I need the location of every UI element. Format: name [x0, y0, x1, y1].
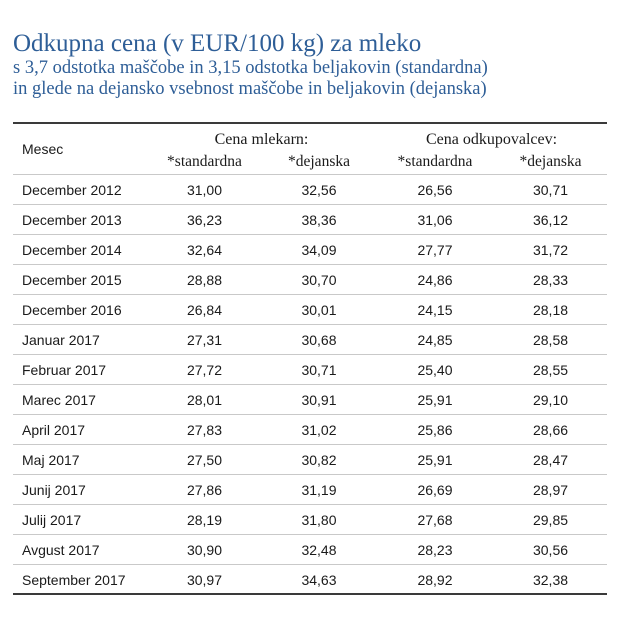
- cell-dairies-standard: 27,50: [147, 445, 262, 475]
- cell-month: December 2013: [13, 205, 147, 235]
- table-row: [13, 505, 607, 535]
- cell-buyers-actual: 29,10: [494, 385, 607, 415]
- table-row: [13, 445, 607, 475]
- cell-buyers-standard: 24,85: [376, 325, 494, 355]
- cell-dairies-standard: 30,97: [186, 571, 223, 588]
- cell-buyers-standard: 25,40: [376, 355, 494, 385]
- cell-buyers-actual: 28,47: [494, 445, 607, 475]
- table-row: [13, 535, 607, 565]
- cell-dairies-actual: 38,36: [262, 205, 376, 235]
- cell-buyers-standard: 25,91: [376, 385, 494, 415]
- column-group-buyers: Cena odkupovalcev:: [425, 131, 558, 148]
- cell-buyers-actual: 30,56: [494, 535, 607, 565]
- cell-dairies-standard: 36,23: [147, 205, 262, 235]
- cell-buyers-actual: 32,38: [532, 571, 569, 588]
- cell-buyers-actual: 28,66: [494, 415, 607, 445]
- table-row: [13, 265, 607, 295]
- cell-buyers-standard: 26,56: [376, 175, 494, 205]
- cell-dairies-actual: 30,68: [262, 325, 376, 355]
- cell-dairies-standard: 28,19: [147, 505, 262, 535]
- column-group-dairies: Cena mlekarn:: [214, 131, 309, 148]
- price-table: [13, 124, 607, 594]
- cell-buyers-standard: 28,23: [376, 535, 494, 565]
- cell-month: Junij 2017: [13, 475, 147, 505]
- cell-dairies-actual: 31,02: [262, 415, 376, 445]
- cell-buyers-standard: 25,91: [376, 445, 494, 475]
- cell-month: Januar 2017: [13, 325, 147, 355]
- cell-buyers-standard: 27,77: [376, 235, 494, 265]
- cell-dairies-standard: 30,90: [147, 535, 262, 565]
- cell-dairies-actual: 30,82: [262, 445, 376, 475]
- cell-dairies-actual: 30,91: [262, 385, 376, 415]
- cell-dairies-standard: 26,84: [147, 295, 262, 325]
- cell-buyers-actual: 28,18: [494, 295, 607, 325]
- cell-dairies-actual: 34,63: [301, 571, 337, 588]
- table-body: [13, 175, 607, 595]
- table-row: [13, 175, 607, 205]
- cell-dairies-actual: 30,71: [262, 355, 376, 385]
- column-header-dairies-actual: *dejanska: [262, 149, 376, 175]
- table-row: [13, 355, 607, 385]
- cell-month: December 2012: [13, 175, 147, 205]
- cell-dairies-actual: 30,70: [262, 265, 376, 295]
- cell-dairies-standard: 27,83: [147, 415, 262, 445]
- subtitle-line-1: s 3,7 odstotka maščobe in 3,15 odstotka beljakovin (standardna): [13, 58, 488, 78]
- cell-dairies-standard: 27,72: [147, 355, 262, 385]
- title-block: [13, 30, 628, 100]
- cell-buyers-actual: 36,12: [494, 205, 607, 235]
- cell-buyers-standard: 24,15: [376, 295, 494, 325]
- cell-buyers-standard: 26,69: [376, 475, 494, 505]
- table-row: [13, 385, 607, 415]
- cell-month: April 2017: [13, 415, 147, 445]
- cell-dairies-standard: 28,88: [147, 265, 262, 295]
- cell-dairies-actual: 31,80: [262, 505, 376, 535]
- page-title: Odkupna cena (v EUR/100 kg) za mleko: [13, 30, 422, 57]
- cell-month: September 2017: [22, 571, 126, 588]
- table-row: [13, 325, 607, 355]
- cell-dairies-actual: 34,09: [262, 235, 376, 265]
- cell-buyers-actual: 28,58: [494, 325, 607, 355]
- table-row: [13, 205, 607, 235]
- cell-buyers-actual: 28,33: [494, 265, 607, 295]
- cell-dairies-standard: 27,86: [147, 475, 262, 505]
- cell-month: December 2014: [13, 235, 147, 265]
- cell-dairies-actual: 31,19: [262, 475, 376, 505]
- cell-month: Maj 2017: [13, 445, 147, 475]
- cell-buyers-standard: 28,92: [417, 571, 453, 588]
- column-header-buyers-standard: *standardna: [376, 149, 494, 175]
- cell-buyers-actual: 30,71: [494, 175, 607, 205]
- cell-month: Marec 2017: [13, 385, 147, 415]
- table-row: [13, 415, 607, 445]
- cell-dairies-standard: 31,00: [147, 175, 262, 205]
- cell-buyers-standard: 27,68: [376, 505, 494, 535]
- cell-buyers-standard: 24,86: [376, 265, 494, 295]
- column-header-month: Mesec: [13, 124, 147, 175]
- subtitle-line-2: in glede na dejansko vsebnost maščobe in beljakovin (dejanska): [13, 79, 487, 99]
- cell-dairies-standard: 32,64: [147, 235, 262, 265]
- cell-buyers-actual: 31,72: [494, 235, 607, 265]
- column-header-buyers-actual: *dejanska: [494, 149, 607, 175]
- header-row-groups: [13, 124, 607, 149]
- cell-buyers-standard: 25,86: [376, 415, 494, 445]
- table-bottom-rule: [13, 593, 607, 595]
- cell-month: Februar 2017: [13, 355, 147, 385]
- cell-buyers-actual: 28,97: [494, 475, 607, 505]
- column-header-dairies-standard: *standardna: [147, 149, 262, 175]
- cell-dairies-standard: 28,01: [147, 385, 262, 415]
- cell-dairies-actual: 32,56: [262, 175, 376, 205]
- cell-buyers-actual: 28,55: [494, 355, 607, 385]
- cell-dairies-actual: 30,01: [262, 295, 376, 325]
- table-row: [13, 235, 607, 265]
- cell-buyers-standard: 31,06: [376, 205, 494, 235]
- cell-month: December 2016: [13, 295, 147, 325]
- table-row: [13, 475, 607, 505]
- table-row: [13, 565, 607, 595]
- cell-month: December 2015: [13, 265, 147, 295]
- cell-month: Julij 2017: [13, 505, 147, 535]
- cell-buyers-actual: 29,85: [494, 505, 607, 535]
- cell-dairies-standard: 27,31: [147, 325, 262, 355]
- cell-month: Avgust 2017: [13, 535, 147, 565]
- cell-dairies-actual: 32,48: [262, 535, 376, 565]
- table-row: [13, 295, 607, 325]
